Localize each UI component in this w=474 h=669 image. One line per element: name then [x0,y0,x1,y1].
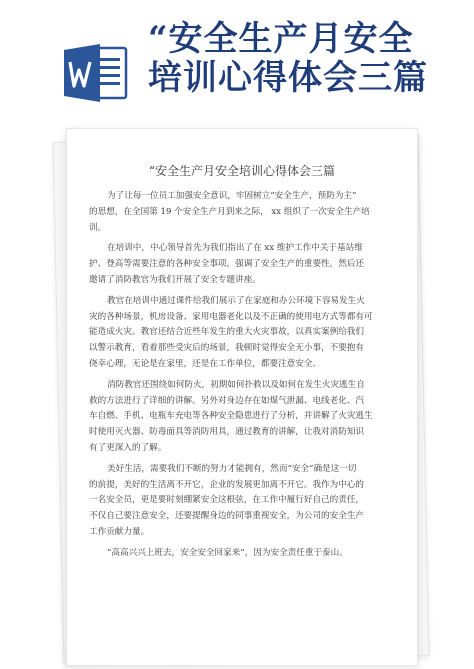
paragraph [89,294,403,373]
paragraph-line: 以警示教育，看着那些受灾后的场景，我顿时觉得安全无小事，不要抱有 [89,343,365,354]
page-headline [148,20,468,98]
headline-line-1: “安全生产月安全 [148,19,414,59]
paragraph-line: 能造成火灾。教官还结合近些年发生的重大火灾事故，以真实案例给我们 [89,327,365,338]
paragraph [89,189,403,236]
paragraph-line: 侥幸心理，无论是在家里，还是在工作单位，都要注意安全。 [89,358,322,369]
paragraph-line: 时使用灭火器、防毒面具等消防用具，通过教育的讲解，让我对消防知识 [89,427,365,438]
paragraph-line: 教官在培训中通过课件给我们展示了在家庭和办公环境下容易发生火 [107,295,365,306]
paragraph-line: 有了更深入的了解。 [89,442,167,453]
paragraph-line: 美好生活，需要我们不断的努力才能拥有，然而“安全”确是这一切 [107,463,357,474]
paragraph [89,378,403,457]
paragraph-line: 不仅自己要注意安全，还要提醒身边的同事重视安全，为公司的安全生产 [89,511,365,522]
word-document-icon [64,42,128,104]
paragraph-line: 在培训中，中心领导首先为我们指出了在 xx 维护工作中关于基站维 [107,243,363,254]
paragraph-line: 消防教官还围绕如何防火，初期如何扑救以及如何在发生火灾逃生自 [107,379,365,390]
document-page [66,128,418,666]
paragraph [89,241,403,288]
paragraph [89,546,403,562]
paragraph-line: 训。 [89,222,107,233]
paragraph [89,462,403,541]
paragraph-line: 的思想，在全国第 19 个安全生产月到来之际， xx 组织了一次安全生产培 [89,206,370,217]
headline-line-2: 培训心得体会三篇 [148,58,428,98]
paragraph-line: “高高兴兴上班去，安全安全回家来”，因为安全责任重于泰山。 [107,547,348,558]
paragraph-line: 救的方法进行了详细的讲解。另外对身边存在如煤气泄漏、电线老化、汽 [89,395,365,406]
paragraph-line: 的前提，美好的生活离不开它，企业的发展更加离不开它。我作为中心的 [89,479,365,490]
paragraph-line: 车自燃、手机、电瓶车充电等各种安全隐患进行了分析，并讲解了火灾逃生 [89,411,373,422]
paragraph-line: 护、登高等需要注意的各种安全事项，强调了安全生产的重要性，然后还 [89,259,365,270]
paragraph-line: 邀请了消防教官为我们开展了安全专题讲座。 [89,274,261,285]
paragraph-line: 一名安全员，更是要时刻绷紧安全这根弦，在工作中履行好自己的责任， [89,495,365,506]
paragraph-line: 为了让每一位员工加强安全意识，牢固树立“安全生产，预防为主” [107,191,357,201]
paragraph-line: 灾的各种场景，机房设备、家用电器老化以及不正确的使用电方式等都有可 [89,311,373,322]
paragraph-line: 工作贡献力量。 [89,526,150,537]
document-title: “安全生产月安全培训心得体会三篇 [148,164,336,178]
document-body [89,189,403,567]
